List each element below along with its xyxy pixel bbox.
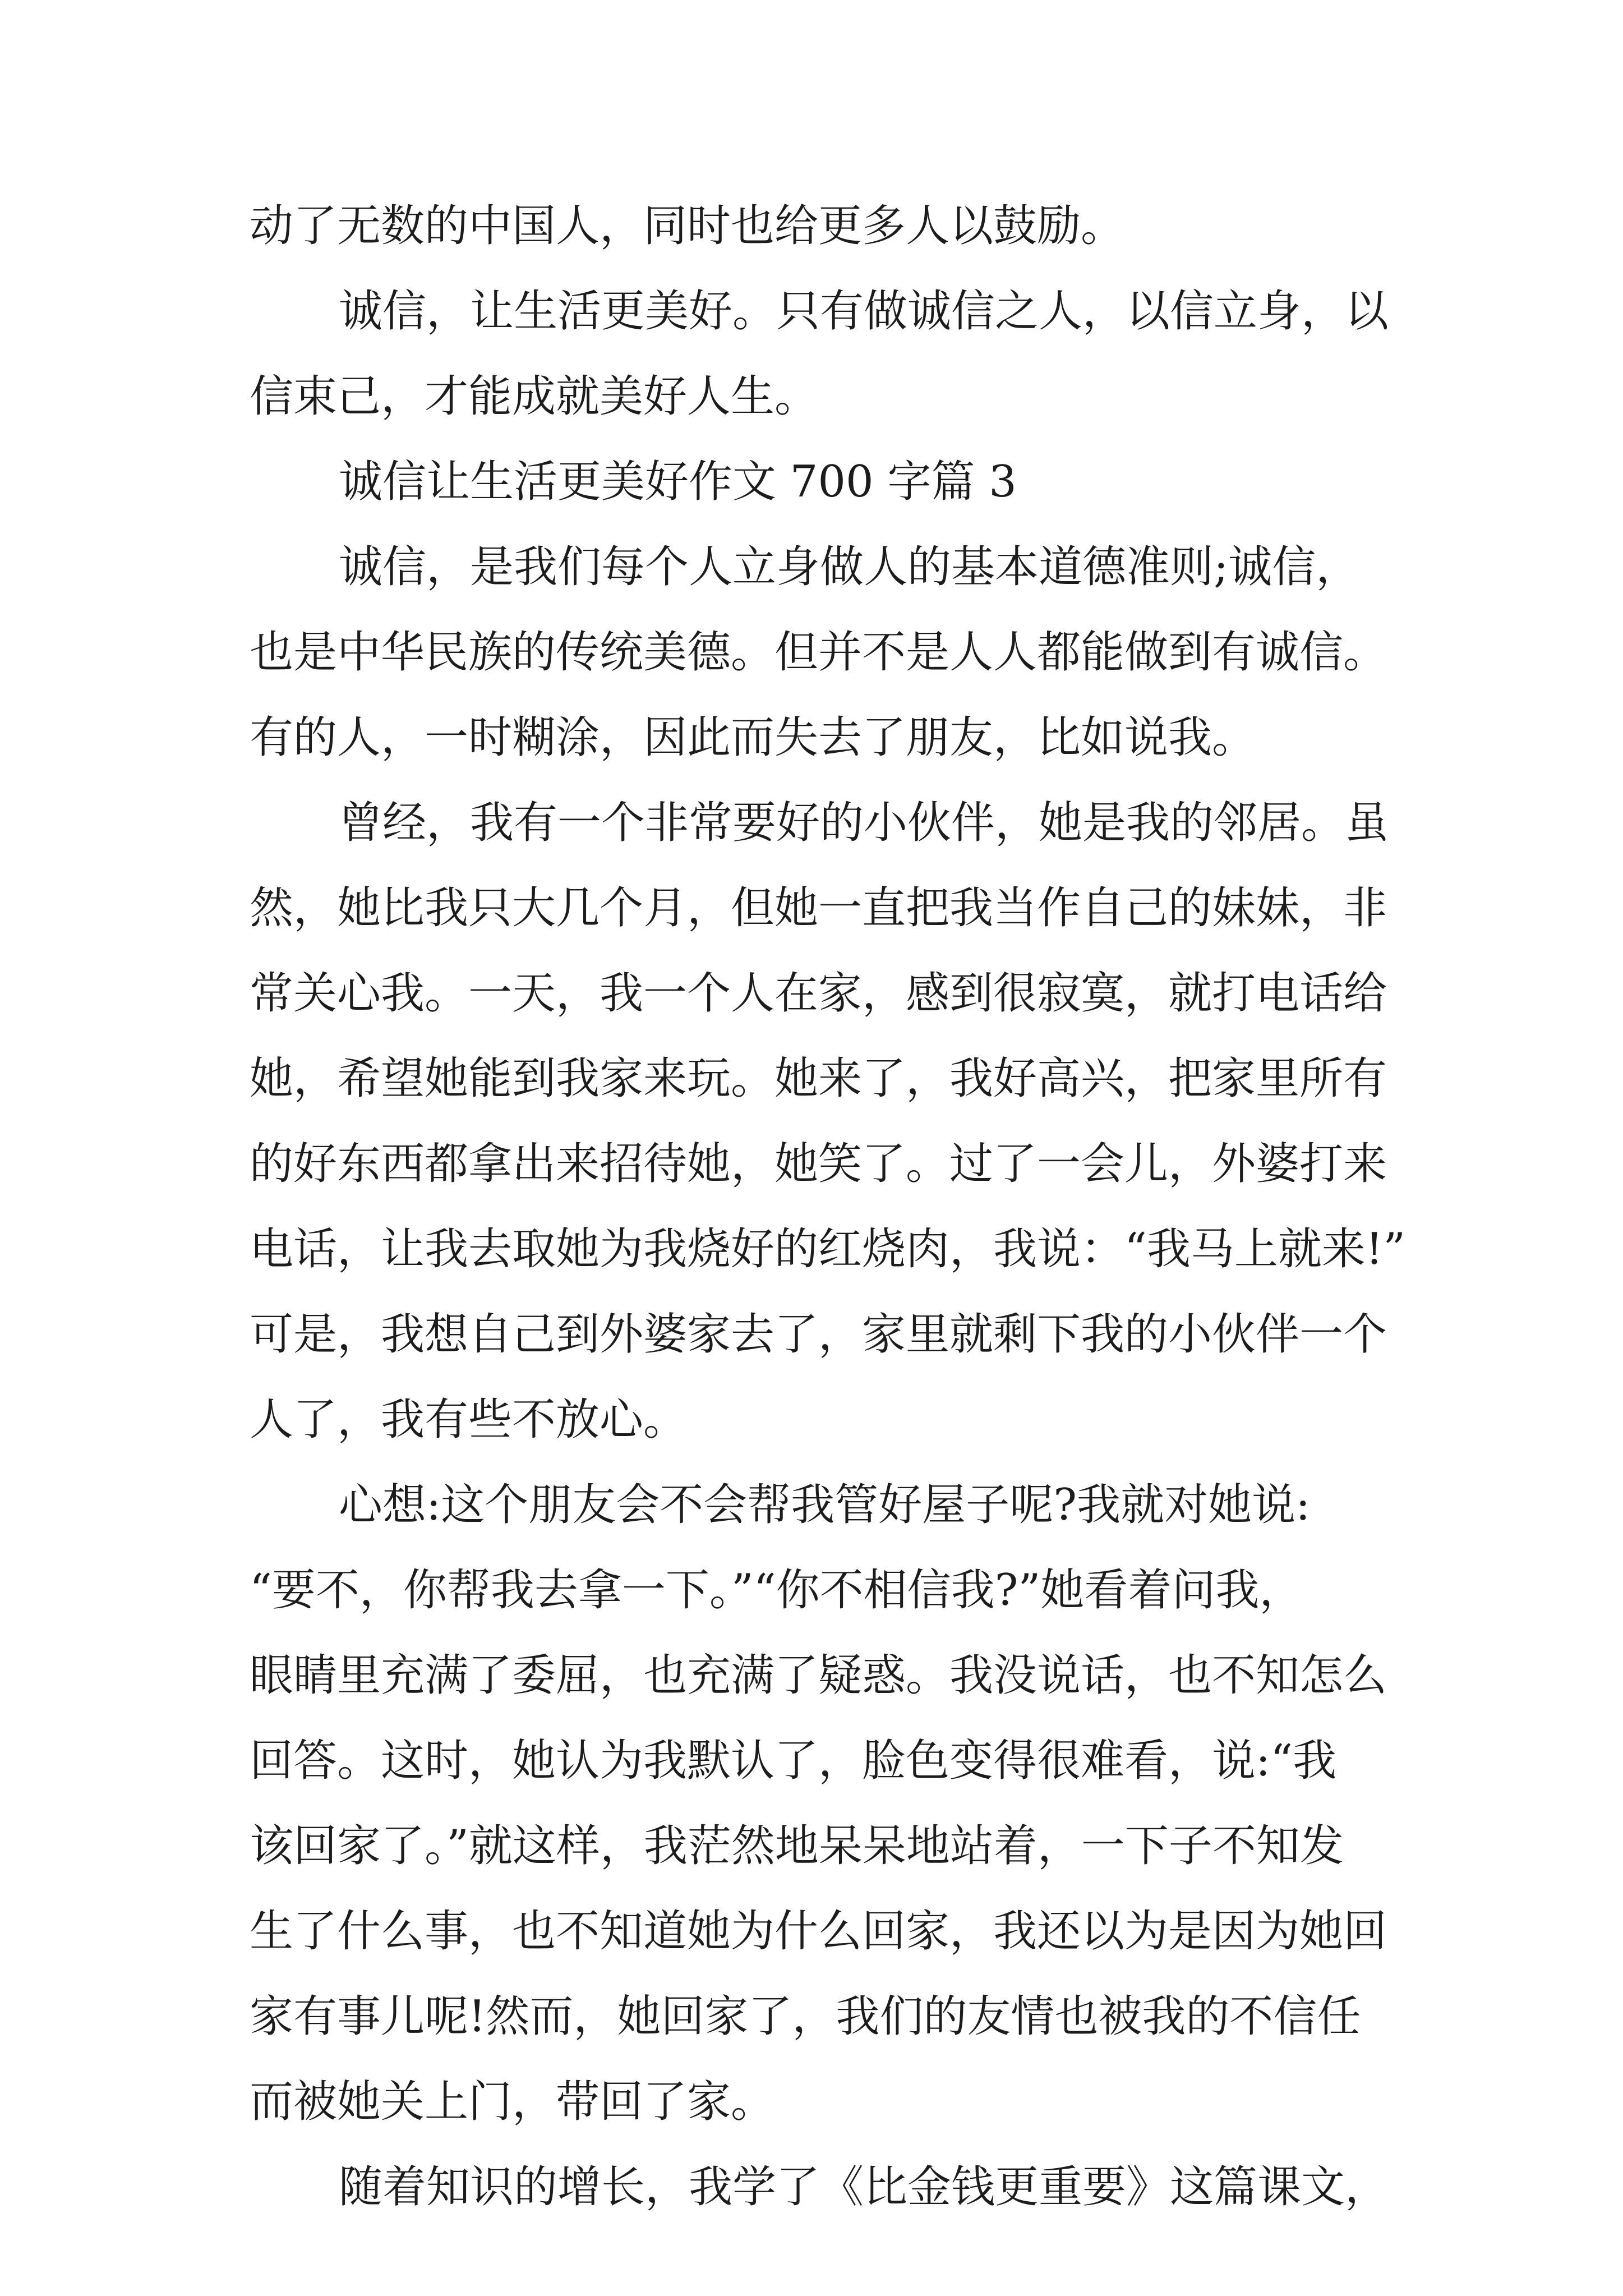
- text-line-9: 然，她比我只大几个月，但她一直把我当作自己的妹妹，非: [250, 883, 1387, 933]
- text-line-18: 眼睛里充满了委屈，也充满了疑惑。我没说话，也不知怎么: [250, 1650, 1387, 1701]
- text-line-14: 可是，我想自己到外婆家去了，家里就剩下我的小伙伴一个: [250, 1309, 1387, 1360]
- text-line-21: 生了什么事，也不知道她为什么回家，我还以为是因为她回: [250, 1906, 1387, 1957]
- text-line-20: 该回家了。”就这样，我茫然地呆呆地站着，一下子不知发: [250, 1821, 1344, 1871]
- text-line-17: “要不，你帮我去拿一下。”“你不相信我?”她看着问我，: [250, 1565, 1303, 1616]
- text-line-15: 人了，我有些不放心。: [250, 1395, 688, 1445]
- text-line-22: 家有事儿呢!然而，她回家了，我们的友情也被我的不信任: [250, 1991, 1361, 2042]
- text-line-1: 动了无数的中国人，同时也给更多人以鼓励。: [250, 201, 1125, 251]
- text-line-3: 信束己，才能成就美好人生。: [250, 371, 819, 422]
- text-line-7: 有的人，一时糊涂，因此而失去了朋友，比如说我。: [250, 712, 1256, 763]
- text-line-23: 而被她关上门，带回了家。: [250, 2077, 775, 2127]
- text-line-24: 随着知识的增长，我学了《比金钱更重要》这篇课文，: [339, 2162, 1389, 2212]
- text-line-5: 诚信，是我们每个人立身做人的基本道德准则;诚信，: [339, 542, 1360, 592]
- section-heading: 诚信让生活更美好作文 700 字篇 3: [339, 457, 1017, 507]
- text-line-10: 常关心我。一天，我一个人在家，感到很寂寞，就打电话给: [250, 968, 1387, 1019]
- text-line-16: 心想:这个朋友会不会帮我管好屋子呢?我就对她说:: [339, 1480, 1311, 1530]
- text-line-11: 她，希望她能到我家来玩。她来了，我好高兴，把家里所有: [250, 1053, 1387, 1104]
- text-line-13: 电话，让我去取她为我烧好的红烧肉，我说：“我马上就来!”: [250, 1224, 1406, 1274]
- text-line-19: 回答。这时，她认为我默认了，脸色变得很难看，说:“我: [250, 1736, 1337, 1786]
- text-line-8: 曾经，我有一个非常要好的小伙伴，她是我的邻居。虽: [339, 798, 1389, 848]
- text-line-6: 也是中华民族的传统美德。但并不是人人都能做到有诚信。: [250, 627, 1387, 678]
- text-line-12: 的好东西都拿出来招待她，她笑了。过了一会儿，外婆打来: [250, 1139, 1387, 1189]
- text-line-2: 诚信，让生活更美好。只有做诚信之人，以信立身，以: [339, 286, 1389, 337]
